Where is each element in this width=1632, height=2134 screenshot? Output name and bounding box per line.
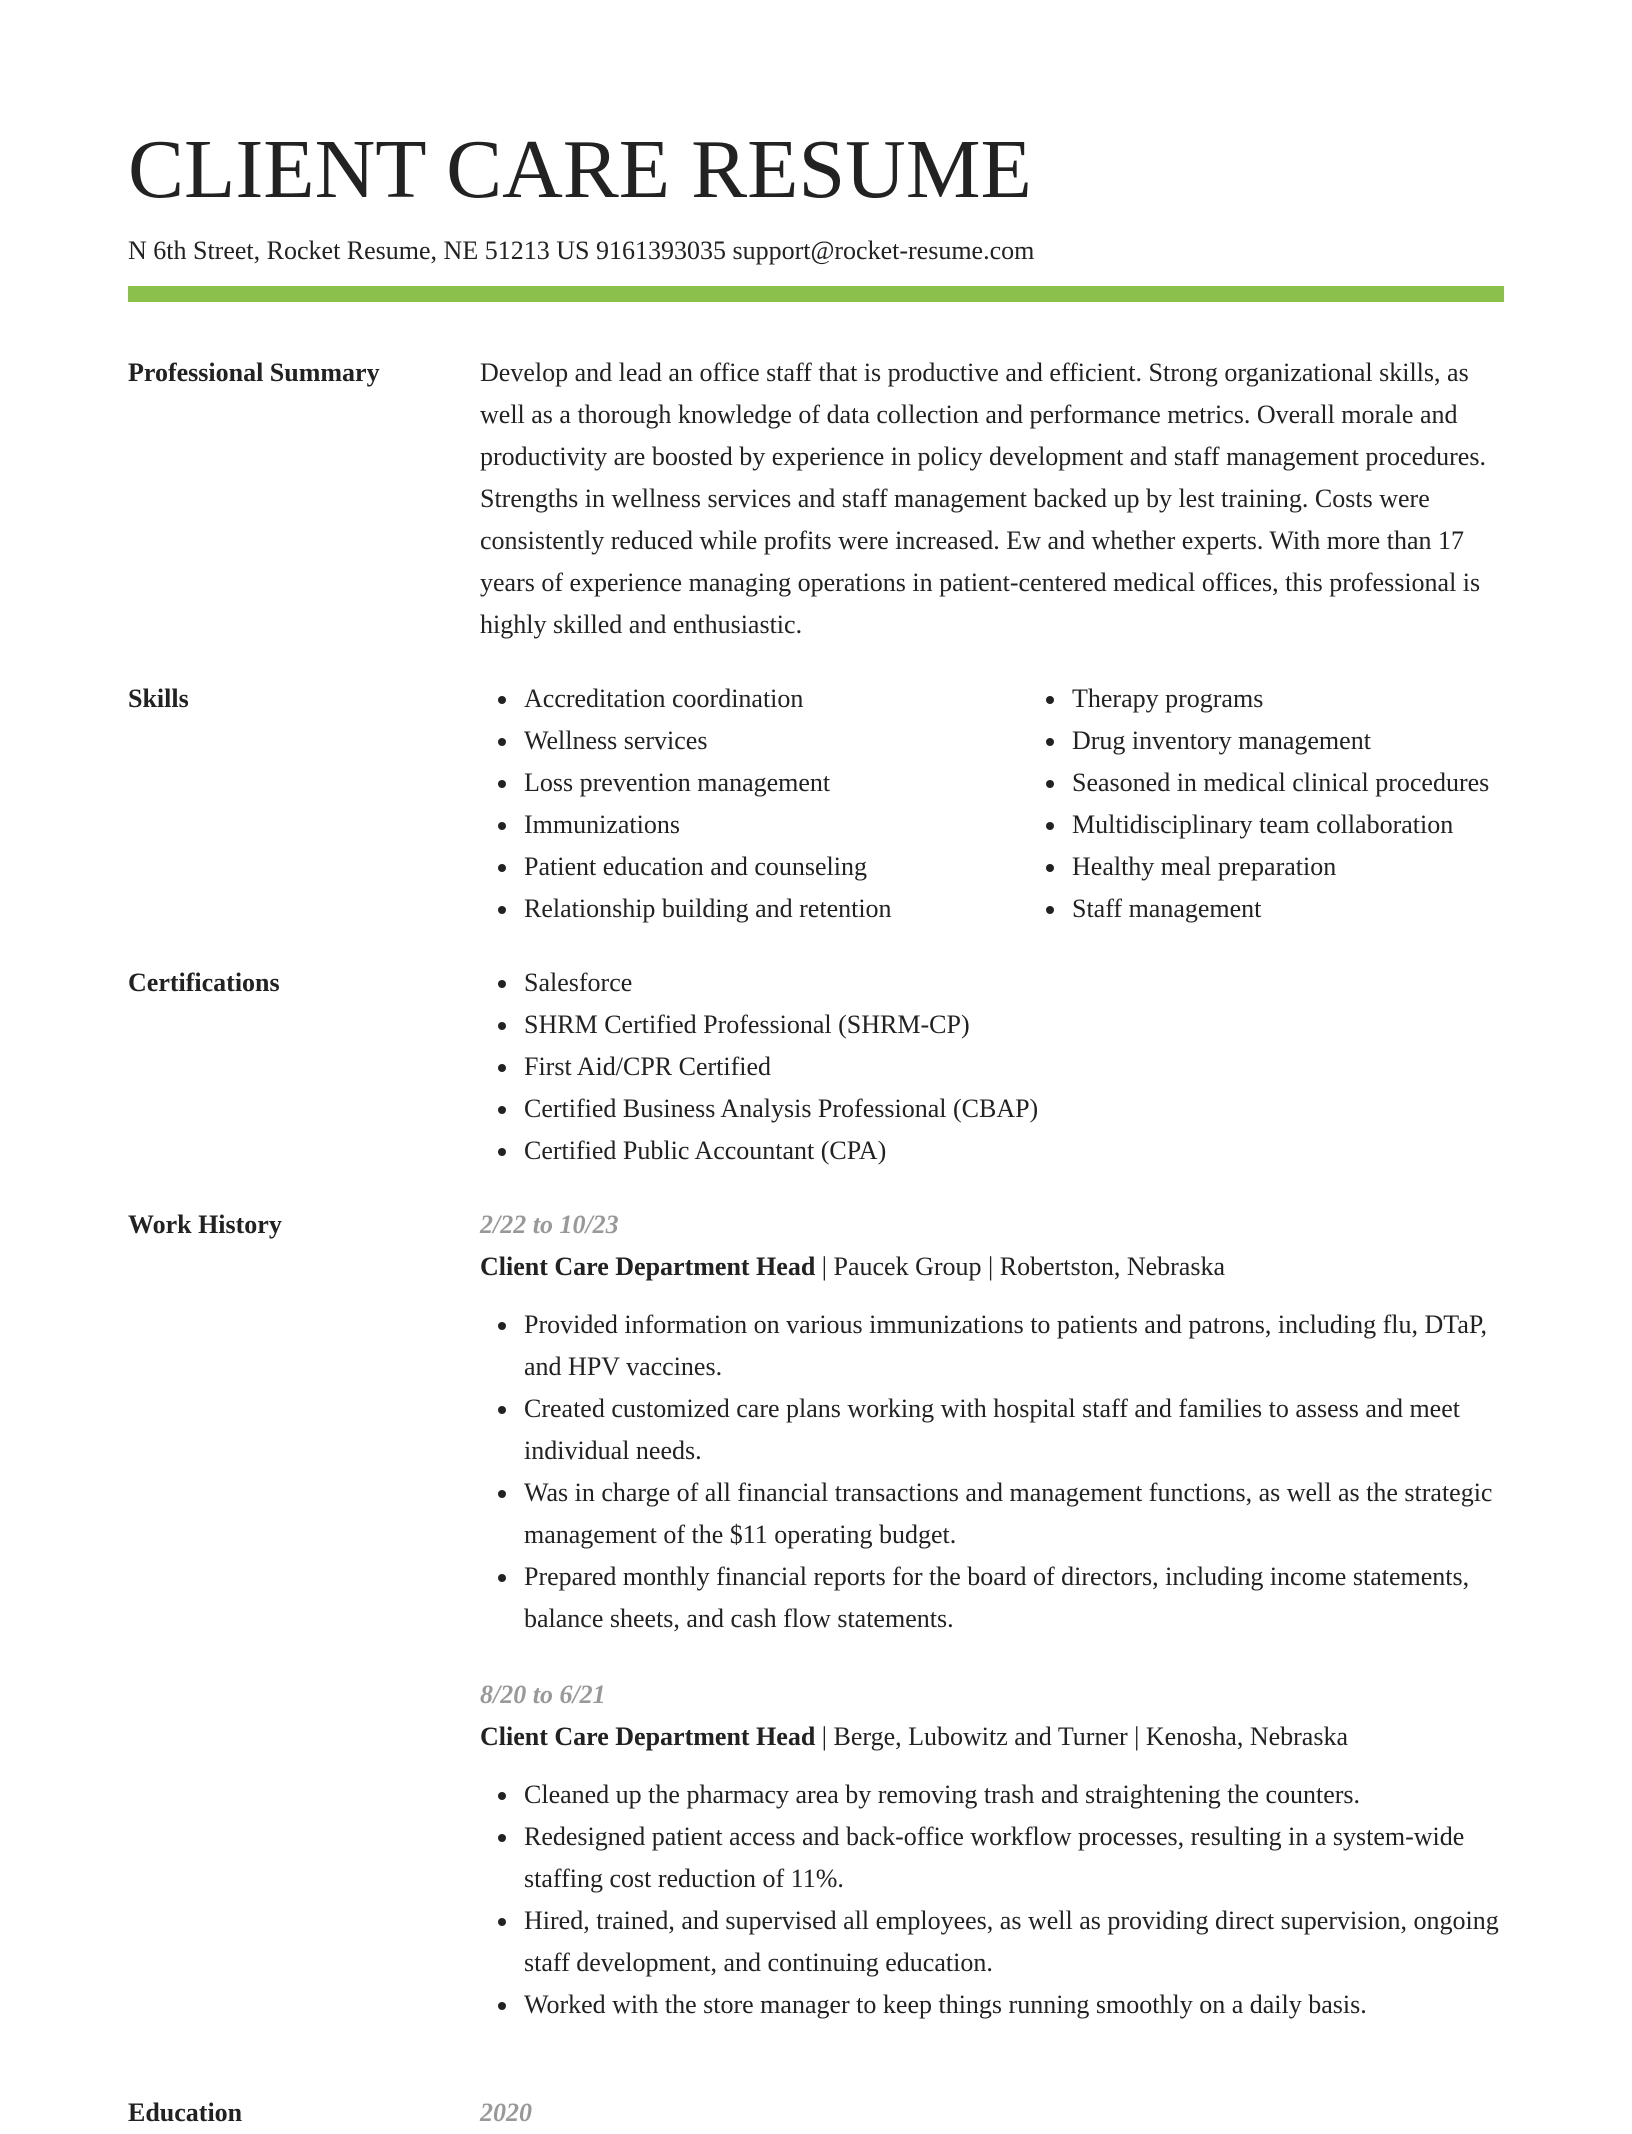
certifications-section — [128, 962, 1504, 1172]
summary-heading: Professional Summary — [128, 358, 380, 387]
job-bullet: Worked with the store manager to keep things running smoothly on a daily basis. — [524, 1984, 1504, 2026]
skill-item: Wellness services — [524, 720, 1028, 762]
job-details: | Berge, Lubowitz and Turner | Kenosha, Nebraska — [815, 1722, 1349, 1751]
education-body — [480, 2092, 1504, 2134]
job-details: | Paucek Group | Robertston, Nebraska — [815, 1252, 1225, 1281]
resume-page — [128, 0, 1504, 2134]
skill-item: Immunizations — [524, 804, 1028, 846]
skills-section — [128, 678, 1504, 930]
contact-line: N 6th Street, Rocket Resume, NE 51213 US 9161393035 support@rocket-resume.com — [128, 236, 1035, 265]
certifications-heading: Certifications — [128, 968, 280, 997]
job-title: Client Care Department Head — [480, 1252, 816, 1281]
skill-item: Multidisciplinary team collaboration — [1072, 804, 1504, 846]
job-heading — [480, 1246, 1504, 1288]
certifications-list — [480, 962, 1504, 1172]
certification-item: SHRM Certified Professional (SHRM-CP) — [524, 1004, 1504, 1046]
job-bullet: Created customized care plans working with hospital staff and families to assess and meet individual needs. — [524, 1388, 1504, 1472]
skills-list-left — [480, 678, 1028, 930]
job-bullet: Hired, trained, and supervised all employees, as well as providing direct supervision, ongoing staff development, and continuing education. — [524, 1900, 1504, 1984]
job-bullet: Prepared monthly financial reports for the board of directors, including income statements, balance sheets, and cash flow statements. — [524, 1556, 1504, 1640]
work-history-section — [128, 1204, 1504, 2060]
job-title: Client Care Department Head — [480, 1722, 816, 1751]
skill-item: Healthy meal preparation — [1072, 846, 1504, 888]
certification-item: Certified Public Accountant (CPA) — [524, 1130, 1504, 1172]
job-bullets — [480, 1774, 1504, 2026]
education-section — [128, 2092, 1504, 2134]
summary-text: Develop and lead an office staff that is productive and efficient. Strong organizational skills, as well as a thorough knowledge of data collection and performance metrics. Overall morale and productivity are boosted by experience in policy development and staff management procedures. Strengths in wellness services and staff management backed up by lest training. Costs were consistently reduced while profits were increased. Ew and whether experts. With more than 17 years of experience managing operations in patient-centered medical offices, this professional is highly skilled and enthusiastic. — [480, 358, 1486, 639]
skills-list-right — [1028, 678, 1504, 930]
job-entry — [480, 1204, 1504, 1640]
education-heading: Education — [128, 2098, 243, 2127]
summary-section — [128, 352, 1504, 646]
skill-item: Patient education and counseling — [524, 846, 1028, 888]
job-bullet: Redesigned patient access and back-office workflow processes, resulting in a system-wide staffing cost reduction of 11%. — [524, 1816, 1504, 1900]
skill-item: Drug inventory management — [1072, 720, 1504, 762]
work-history-heading: Work History — [128, 1210, 282, 1239]
job-dates: 8/20 to 6/21 — [480, 1680, 606, 1709]
skill-item: Therapy programs — [1072, 678, 1504, 720]
job-heading — [480, 1716, 1504, 1758]
certification-item: Certified Business Analysis Professional (CBAP) — [524, 1088, 1504, 1130]
job-bullet: Was in charge of all financial transactions and management functions, as well as the strategic management of the $11 operating budget. — [524, 1472, 1504, 1556]
job-bullet: Provided information on various immunizations to patients and patrons, including flu, DTaP, and HPV vaccines. — [524, 1304, 1504, 1388]
skill-item: Relationship building and retention — [524, 888, 1028, 930]
skill-item: Staff management — [1072, 888, 1504, 930]
education-dates: 2020 — [480, 2098, 532, 2127]
summary-body — [480, 352, 1504, 646]
certifications-body — [480, 962, 1504, 1172]
accent-divider — [128, 286, 1504, 302]
certification-item: Salesforce — [524, 962, 1504, 1004]
skill-item: Accreditation coordination — [524, 678, 1028, 720]
skills-body — [480, 678, 1504, 930]
skills-heading: Skills — [128, 684, 189, 713]
resume-title: CLIENT CARE RESUME — [128, 123, 1032, 216]
job-bullets — [480, 1304, 1504, 1640]
job-entry — [480, 1674, 1504, 2026]
certification-item: First Aid/CPR Certified — [524, 1046, 1504, 1088]
job-dates: 2/22 to 10/23 — [480, 1210, 619, 1239]
work-history-body — [480, 1204, 1504, 2060]
skill-item: Loss prevention management — [524, 762, 1028, 804]
skill-item: Seasoned in medical clinical procedures — [1072, 762, 1504, 804]
job-bullet: Cleaned up the pharmacy area by removing trash and straightening the counters. — [524, 1774, 1504, 1816]
